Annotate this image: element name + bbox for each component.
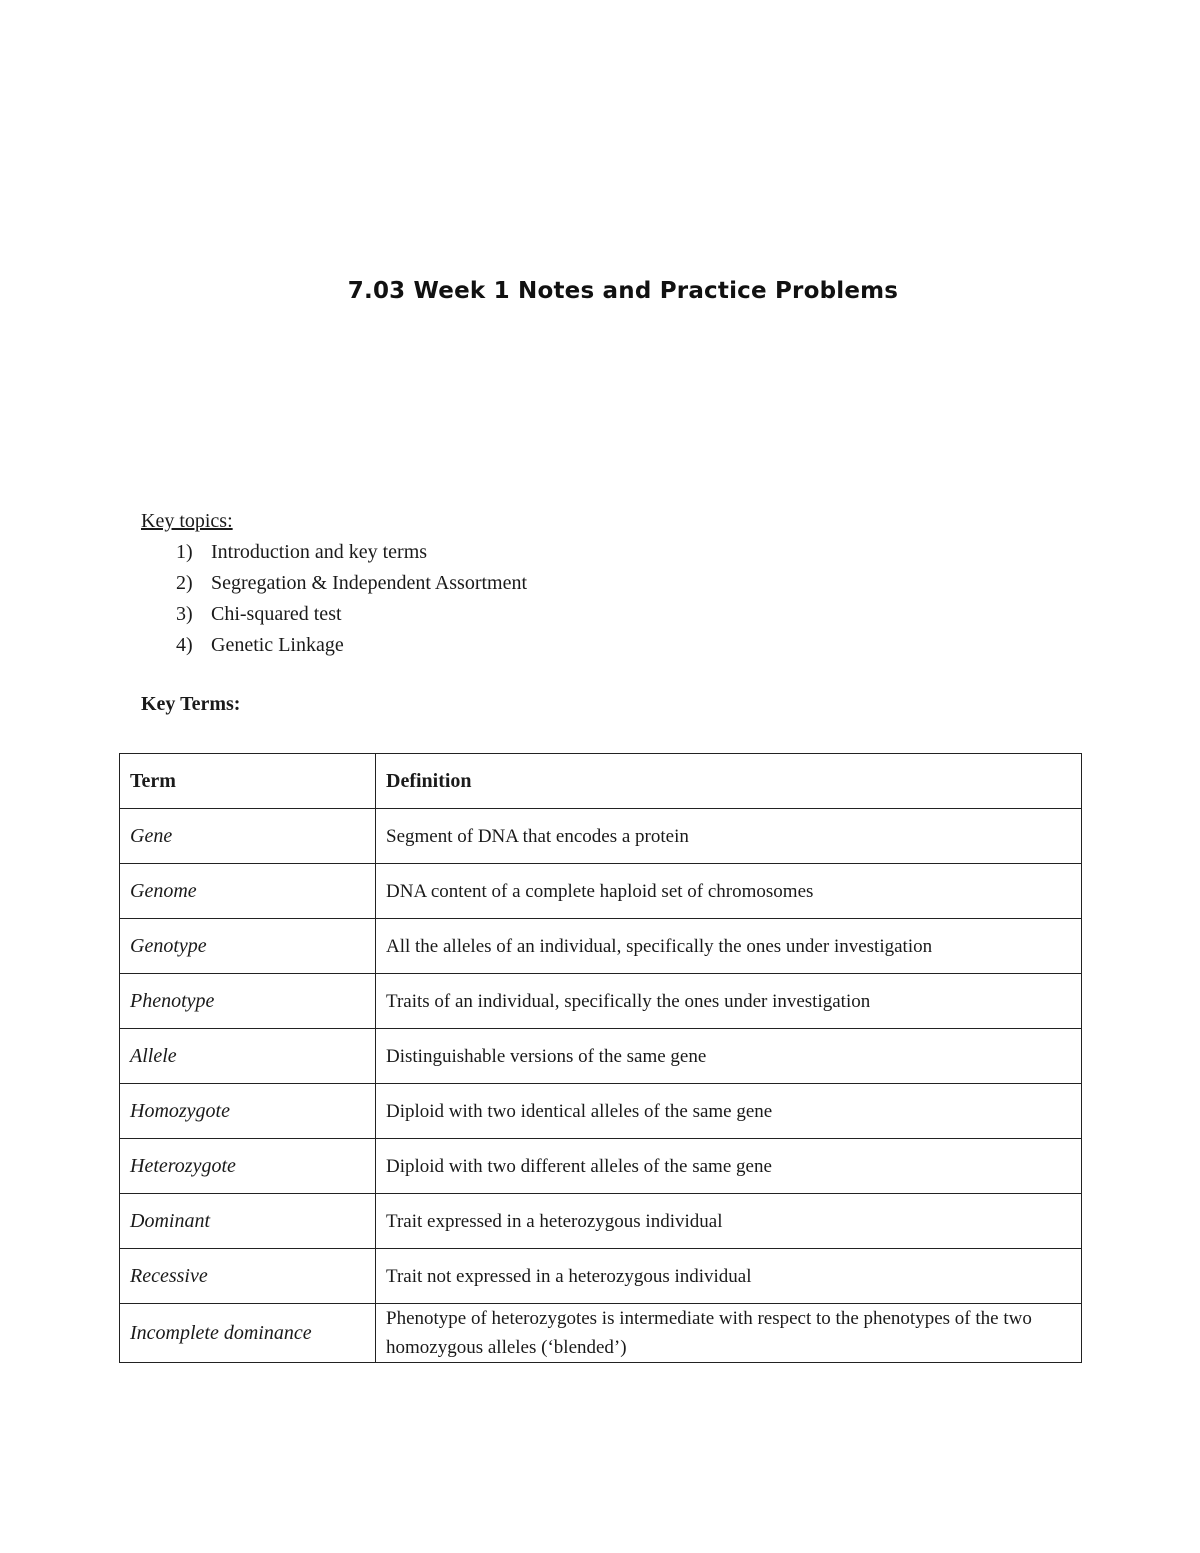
column-header-term: Term bbox=[120, 754, 376, 809]
list-item-number: 1) bbox=[176, 541, 193, 563]
definition-cell: Diploid with two identical alleles of the same gene bbox=[376, 1084, 1082, 1139]
list-item bbox=[176, 537, 527, 568]
term-cell: Dominant bbox=[120, 1194, 376, 1249]
table-row bbox=[120, 809, 1082, 864]
definition-cell: DNA content of a complete haploid set of chromosomes bbox=[376, 864, 1082, 919]
table-row bbox=[120, 974, 1082, 1029]
term-cell: Genotype bbox=[120, 919, 376, 974]
term-cell: Phenotype bbox=[120, 974, 376, 1029]
page-title: 7.03 Week 1 Notes and Practice Problems bbox=[347, 278, 899, 304]
key-topics-section bbox=[141, 506, 527, 661]
term-cell: Homozygote bbox=[120, 1084, 376, 1139]
key-terms-heading: Key Terms: bbox=[141, 693, 241, 715]
table-row bbox=[120, 1084, 1082, 1139]
definition-cell: Traits of an individual, specifically the ones under investigation bbox=[376, 974, 1082, 1029]
list-item-label: Chi-squared test bbox=[211, 603, 342, 625]
column-header-definition: Definition bbox=[376, 754, 1082, 809]
table-row bbox=[120, 864, 1082, 919]
list-item bbox=[176, 568, 527, 599]
key-terms-table bbox=[119, 753, 1082, 1363]
list-item-number: 4) bbox=[176, 634, 193, 656]
table-header-row bbox=[120, 754, 1082, 809]
term-cell: Genome bbox=[120, 864, 376, 919]
table-row bbox=[120, 919, 1082, 974]
definition-cell: Trait expressed in a heterozygous individual bbox=[376, 1194, 1082, 1249]
term-cell: Incomplete dominance bbox=[120, 1304, 376, 1363]
list-item bbox=[176, 630, 527, 661]
list-item-number: 2) bbox=[176, 572, 193, 594]
list-item-label: Introduction and key terms bbox=[211, 541, 428, 563]
term-cell: Recessive bbox=[120, 1249, 376, 1304]
definition-cell: Segment of DNA that encodes a protein bbox=[376, 809, 1082, 864]
definition-cell: All the alleles of an individual, specifically the ones under investigation bbox=[376, 919, 1082, 974]
definition-cell: Distinguishable versions of the same gene bbox=[376, 1029, 1082, 1084]
list-item-number: 3) bbox=[176, 603, 193, 625]
key-topics-list bbox=[141, 537, 527, 661]
term-cell: Heterozygote bbox=[120, 1139, 376, 1194]
key-topics-heading: Key topics: bbox=[141, 510, 233, 532]
table-row bbox=[120, 1194, 1082, 1249]
table-row bbox=[120, 1304, 1082, 1363]
term-cell: Allele bbox=[120, 1029, 376, 1084]
definition-cell: Trait not expressed in a heterozygous individual bbox=[376, 1249, 1082, 1304]
table-row bbox=[120, 1029, 1082, 1084]
list-item bbox=[176, 599, 527, 630]
table-row bbox=[120, 1139, 1082, 1194]
definition-cell: Phenotype of heterozygotes is intermediate with respect to the phenotypes of the two homozygous alleles (‘blended’) bbox=[376, 1304, 1082, 1363]
term-cell: Gene bbox=[120, 809, 376, 864]
table-row bbox=[120, 1249, 1082, 1304]
list-item-label: Genetic Linkage bbox=[211, 634, 344, 656]
list-item-label: Segregation & Independent Assortment bbox=[211, 572, 528, 594]
definition-cell: Diploid with two different alleles of the same gene bbox=[376, 1139, 1082, 1194]
